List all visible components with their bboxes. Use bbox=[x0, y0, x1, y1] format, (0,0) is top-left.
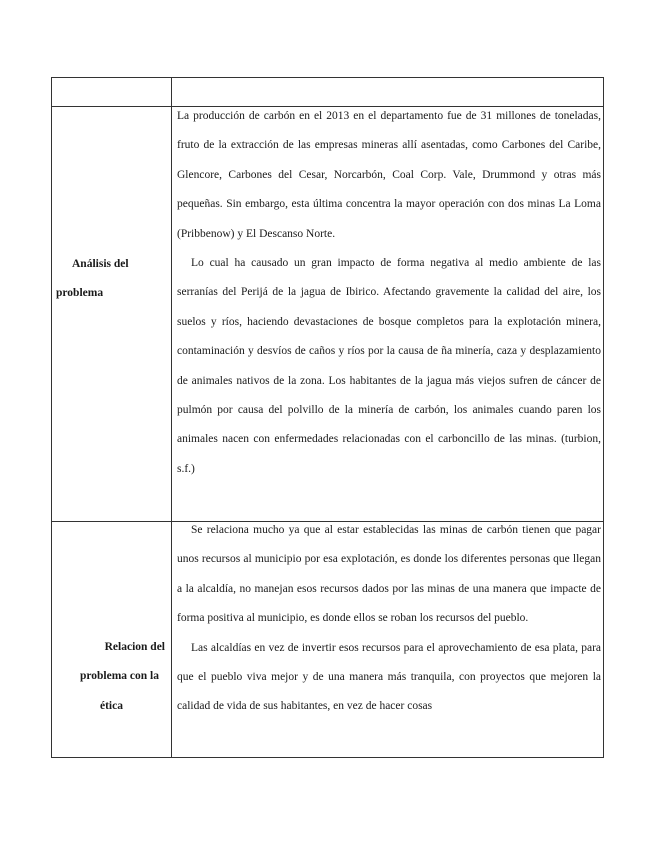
label-line: Relacion del bbox=[104, 641, 165, 653]
label-line: problema bbox=[56, 287, 104, 300]
content-table bbox=[51, 77, 604, 758]
paragraph: Lo cual ha causado un gran impacto de forma negativa al medio ambiente de las serranías del Perijá de la jagua de Ibirico. Afectando gravemente la calidad del aire, los suelos y ríos, haciendo devastaciones de bosque completos para la explotación minera, contaminación y desvíos de caños y ríos por la causa de ña minería, caza y desplazamiento de animales nativos de la zona. Los habitantes de la jagua más viejos sufren de cáncer de pulmón por causa del polvillo de la minería de carbón, los animales cuando paren los animales nacen con enfermedades relacionadas con el carboncillo de las minas. (turbion, s.f.) bbox=[177, 257, 601, 475]
row-label-analisis bbox=[52, 250, 171, 309]
paragraph: Las alcaldías en vez de invertir esos recursos para el aprovechamiento de esa plata, para que el pueblo viva mejor y de una manera más tranquila, con proyectos que mejoren la calidad de vida de sus habitantes, en vez de hacer cosas bbox=[177, 641, 601, 713]
label-line: Análisis del bbox=[72, 258, 129, 270]
row-text-analisis bbox=[177, 102, 601, 484]
paragraph: Se relaciona mucho ya que al estar establecidas las minas de carbón tienen que pagar unos recursos al municipio por esa explotación, es donde los diferentes personas que llegan a la alcaldía, no manejan esos recursos dados por las minas de una manera que impacte de forma positiva al municipio, es donde ellos se roban los recursos del pueblo. bbox=[177, 524, 601, 625]
label-line: ética bbox=[100, 699, 123, 712]
paragraph: La producción de carbón en el 2013 en el departamento fue de 31 millones de toneladas, fruto de la extracción de las empresas mineras allí asentadas, como Carbones del Caribe, Glencore, Carbones del Cesar, Norcarbón, Coal Corp. Vale, Drummond y otras más pequeñas. Sin embargo, esta última concentra la mayor operación con dos minas La Loma (Pribbenow) y El Descanso Norte. bbox=[177, 110, 601, 240]
row-label-etica bbox=[52, 633, 171, 721]
row-text-etica bbox=[177, 516, 601, 722]
label-line: problema con la bbox=[79, 670, 159, 683]
column-divider bbox=[171, 78, 172, 757]
